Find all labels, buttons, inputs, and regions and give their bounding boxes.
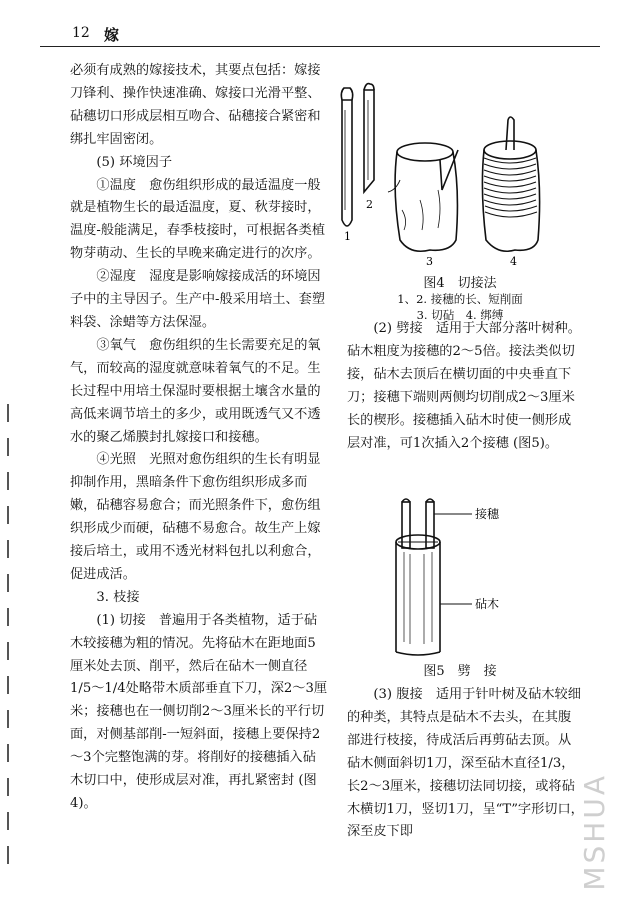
page-number: 12	[72, 25, 90, 41]
figure-4-label-4: 4	[510, 255, 517, 268]
watermark: MSHUA	[578, 773, 611, 891]
running-title: 嫁	[104, 26, 120, 44]
paragraph: (3) 腹接 适用于针叶树及砧木较细的种类，其特点是砧木不去头，在其腹部进行枝接，待成活后再剪砧去顶。从砧木侧面斜切1刀，深至砧木直径1/3，长2～3厘米，接穗切法同切接，或将砧木横切1刀，竖切1刀，呈“T”字形切口，深至皮下即	[347, 687, 584, 840]
figure-4-illustration	[330, 80, 560, 270]
figure-5-label-scion: 接穗	[475, 507, 500, 521]
figure-5-caption: 图5 劈 接	[423, 664, 497, 679]
paragraph: ②湿度 湿度是影响嫁接成活的环境因子中的主导因子。生产中-般采用培土、套塑料袋、涂蜡等方法保湿。	[70, 269, 326, 330]
binding-marks	[4, 404, 12, 874]
bound-stock-trunk	[482, 150, 539, 251]
paragraph: (5) 环境因子	[96, 154, 173, 170]
right-column-text	[347, 318, 584, 455]
stock-body	[396, 542, 440, 652]
paragraph: ①温度 愈伤组织形成的最适温度一般就是植物生长的最适温度，夏、秋芽接时，温度-般能满足，春季枝接时，可根据各类植物芽萌动、生长的早晚来确定进行的次序。	[70, 177, 326, 262]
figure-4-title: 图4 切接法	[423, 276, 497, 291]
figure-5-label-stock: 砧木	[475, 597, 500, 611]
bound-stock-top	[484, 141, 536, 159]
figure-4-label-1: 1	[344, 230, 351, 243]
paragraph: 必须有成熟的嫁接技术，其要点包括：嫁接刀锋利、操作快速准确、嫁接口光滑平整、砧穗切口形成层相互吻合、砧穗接合紧密和绑扎牢固密闭。	[70, 63, 321, 147]
figure-4-subcaption-2: 3. 切砧 4. 绑缚	[416, 308, 504, 322]
scion-short-cut	[364, 90, 374, 192]
figure-4-subcaption-1: 1、2. 接穗的长、短削面	[397, 292, 523, 306]
figure-5-illustration	[380, 492, 560, 662]
stock-trunk	[395, 152, 457, 251]
left-column-text	[70, 60, 328, 816]
figure-4-label-2: 2	[366, 198, 373, 211]
paragraph: 3. 枝接	[96, 589, 140, 605]
figure-4-label-3: 3	[426, 255, 433, 268]
paragraph: ④光照 光照对愈伤组织的生长有明显抑制作用，黑暗条件下愈伤组织形成多而嫩，砧穗容易愈合；而光照条件下，愈伤组织形成少而硬，砧穗不易愈合。故生产上嫁接后培土，或用不透光材料包扎以利愈合，促进成活。	[70, 452, 321, 582]
scion-right	[426, 502, 434, 548]
scion-long-cut	[342, 100, 352, 226]
scion-left	[402, 502, 410, 548]
page-header	[40, 18, 600, 47]
paragraph: (1) 切接 普遍用于各类植物，适于砧木较接穗为粗的情况。先将砧木在距地面5厘米处去顶、削平，然后在砧木一侧直径1/5～1/4处略带木质部垂直下刀，深2～3厘米；接穗也在一侧切削2～3厘米长的平行切面，对侧基部削-一短斜面，接穗上要保持2～3个完整饱满的芽。将削好的接穗插入砧木切口中，使形成层对准，再扎紧密封 (图4)。	[70, 612, 328, 811]
stock-top-cut	[397, 143, 453, 161]
paragraph: (2) 劈接 适用于大部分落叶树种。砧木粗度为接穗的2～5倍。接法类似切接，砧木去顶后在横切面的中央垂直下刀；接穗下端则两侧均切削成2～3厘米长的楔形。接穗插入砧木时使一侧形成层对准，可1次插入2个接穗 (图5)。	[347, 321, 581, 451]
right-column-text-bottom	[347, 684, 584, 844]
paragraph: ③氧气 愈伤组织的生长需要充足的氧气，而较高的湿度就意味着氧气的不足。生长过程中用培土保湿时要根据土壤含水量的高低来调节培土的多少，或用既透气又不透水的聚乙烯膜封扎嫁接口和接穗。	[70, 337, 321, 445]
figure-4-caption	[350, 272, 570, 323]
